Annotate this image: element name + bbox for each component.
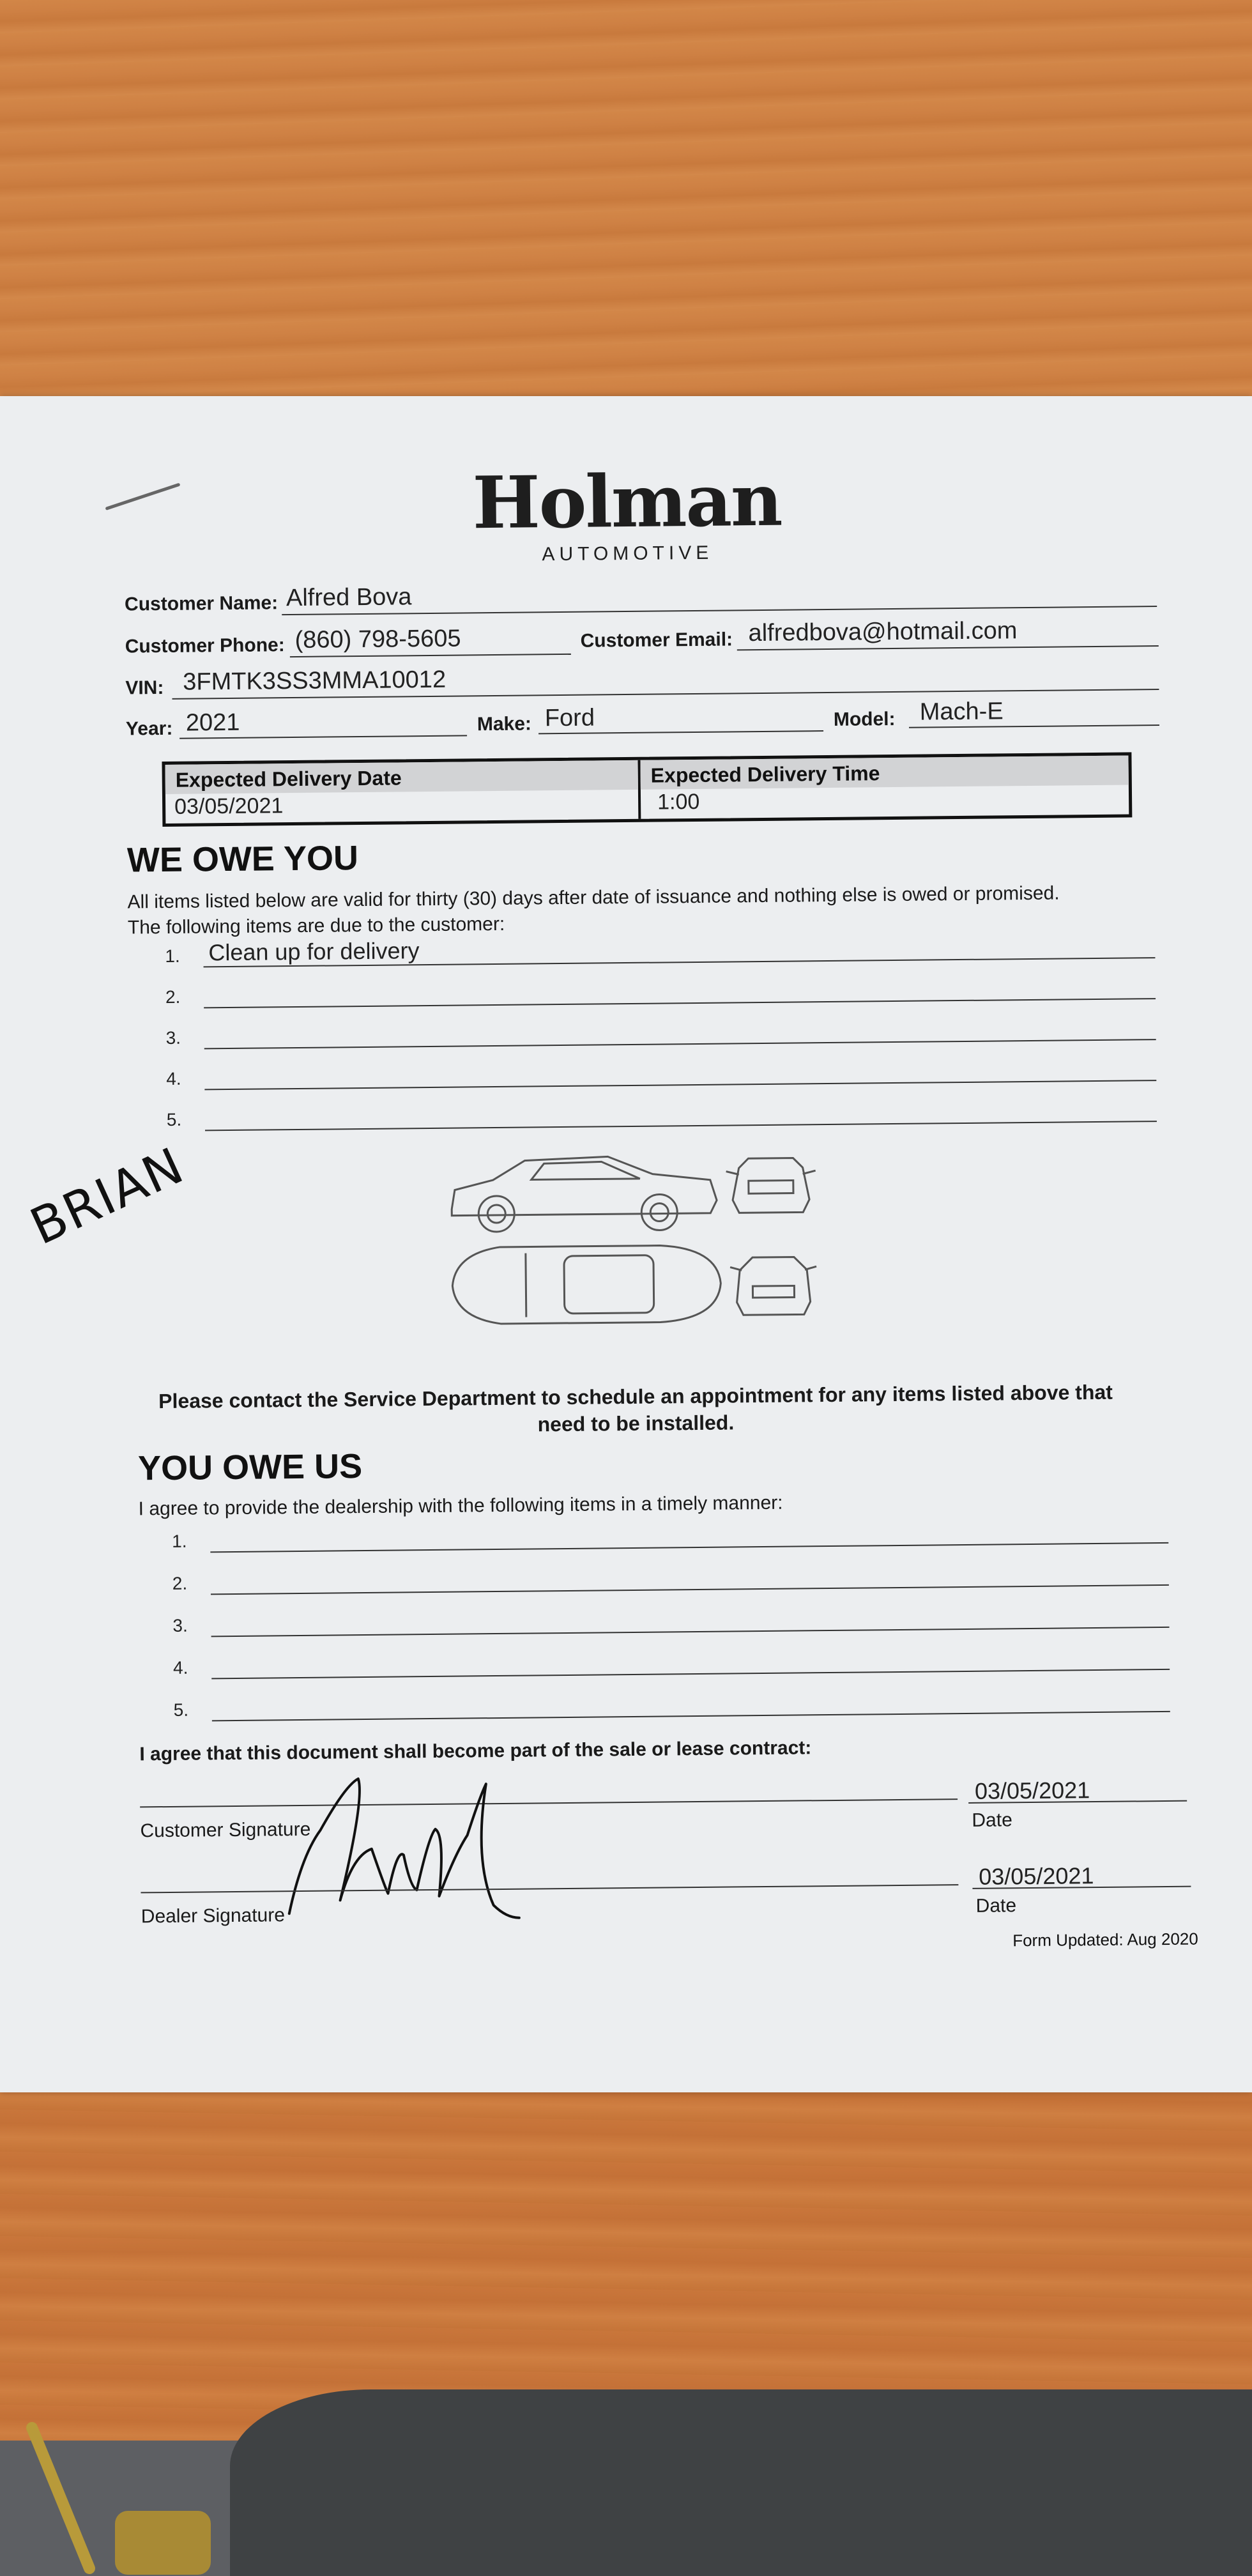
customer-date-label: Date (972, 1809, 1012, 1831)
delivery-time-cell (640, 755, 1129, 818)
you-owe-item-number: 1. (172, 1531, 187, 1551)
you-owe-item-line (211, 1584, 1169, 1595)
metal-object-icon (19, 2415, 236, 2576)
customer-signature-scribble (275, 1758, 570, 1933)
customer-name-line (282, 606, 1157, 615)
handwritten-name: BRIAN (22, 1137, 193, 1257)
you-owe-item-line (211, 1669, 1170, 1679)
delivery-time-label: Expected Delivery Time (640, 755, 1128, 789)
you-owe-item-number: 2. (172, 1573, 188, 1593)
year-label: Year: (125, 717, 173, 740)
delivery-date-value: 03/05/2021 (174, 793, 284, 819)
we-owe-item-number: 2. (165, 986, 181, 1007)
vin-value: 3FMTK3SS3MMA10012 (183, 666, 447, 696)
we-owe-item-number: 3. (165, 1027, 181, 1048)
form-updated-note: Form Updated: Aug 2020 (1012, 1929, 1198, 1951)
we-owe-item-number: 4. (166, 1068, 181, 1089)
we-owe-intro: The following items are due to the customer: (127, 913, 505, 939)
you-owe-heading: YOU OWE US (137, 1447, 363, 1488)
paper-form (0, 396, 1252, 2092)
customer-name-value: Alfred Bova (286, 583, 412, 612)
we-owe-item-line (204, 998, 1156, 1008)
you-owe-intro: I agree to provide the dealership with the following items in a timely manner: (138, 1492, 783, 1520)
you-owe-item-line (212, 1711, 1170, 1721)
delivery-box (162, 752, 1132, 827)
customer-phone-label: Customer Phone: (125, 634, 285, 657)
customer-date-value: 03/05/2021 (974, 1777, 1090, 1804)
wood-desk-top (0, 0, 1252, 409)
customer-email-value: alfredbova@hotmail.com (748, 617, 1018, 647)
vehicle-diagram (448, 1142, 846, 1350)
you-owe-item-number: 5. (173, 1699, 189, 1720)
we-owe-heading: WE OWE YOU (126, 839, 359, 880)
we-owe-item-number: 1. (165, 946, 180, 966)
customer-email-label: Customer Email: (580, 629, 733, 652)
model-label: Model: (833, 708, 896, 730)
contact-note-line-2: need to be installed. (537, 1411, 735, 1436)
dealer-date-value: 03/05/2021 (979, 1862, 1094, 1890)
we-owe-item-number: 5. (166, 1109, 182, 1130)
you-owe-item-number: 4. (172, 1657, 188, 1678)
customer-phone-value: (860) 798-5605 (294, 625, 461, 654)
holman-logo: Holman (472, 458, 782, 546)
car-rear-view-icon (730, 1257, 817, 1315)
vin-label: VIN: (125, 677, 164, 699)
dealer-signature-label: Dealer Signature (141, 1905, 286, 1928)
agreement-text: I agree that this document shall become part of the sale or lease contract: (139, 1737, 812, 1765)
customer-phone-line (290, 654, 571, 657)
delivery-time-value: 1:00 (657, 789, 700, 815)
contact-note-line-1: Please contact the Service Department to schedule an appointment for any items listed above that (158, 1380, 1113, 1413)
we-owe-item-line (204, 1039, 1156, 1049)
we-owe-note: All items listed below are valid for thirty (30) days after date of issuance and nothing else is owed or promised. (127, 882, 1060, 913)
logo-subtitle: AUTOMOTIVE (542, 542, 714, 565)
you-owe-item-number: 3. (172, 1615, 188, 1636)
we-owe-item-line (204, 1080, 1156, 1090)
model-value: Mach-E (919, 698, 1004, 726)
dealer-date-label: Date (975, 1895, 1017, 1917)
year-value: 2021 (185, 709, 240, 737)
you-owe-item-line (210, 1542, 1168, 1552)
you-owe-item-line (211, 1627, 1170, 1637)
car-side-view-icon (451, 1156, 717, 1232)
delivery-date-cell (165, 760, 641, 824)
form-content (0, 390, 1252, 2099)
car-top-view-icon (452, 1245, 721, 1324)
customer-name-label: Customer Name: (124, 592, 279, 615)
we-owe-item-text: Clean up for delivery (208, 937, 420, 966)
we-owe-item-line (205, 1121, 1157, 1131)
customer-signature-label: Customer Signature (140, 1818, 311, 1842)
make-label: Make: (477, 713, 532, 735)
jacket-fabric (230, 2389, 1252, 2576)
make-value: Ford (544, 704, 595, 732)
car-front-view-icon (726, 1158, 816, 1213)
delivery-date-label: Expected Delivery Date (165, 760, 638, 794)
